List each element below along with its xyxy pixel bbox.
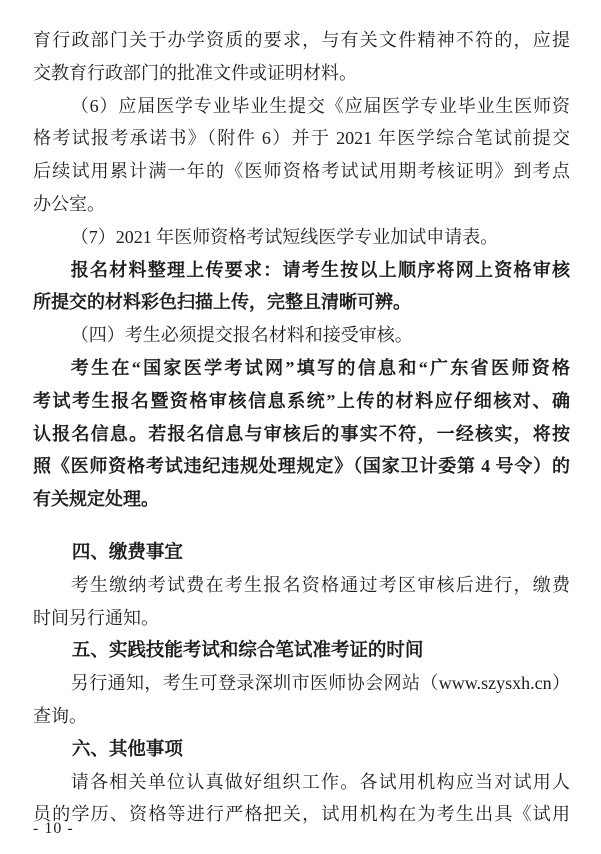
text-line: 格考试报考承诺书》（附件 6）并于 2021 年医学综合笔试前提交 [33, 128, 570, 149]
text-line: 员的学历、资格等进行严格把关，试用机构在为考生出具《试用 [33, 804, 570, 825]
text-line: 照《医师资格考试违纪违规处理规定》（国家卫计委第 4 号令）的 [33, 456, 570, 477]
text-line: 有关规定处理。 [33, 489, 159, 510]
text-line: 所提交的材料彩色扫描上传，完整且清晰可辨。 [33, 292, 411, 313]
text-line: 四、缴费事宜 [71, 540, 183, 562]
text-line: 认报名信息。若报名信息与审核后的事实不符，一经核实，将按 [33, 423, 570, 444]
text-line: 后续试用累计满一年的《医师资格考试试用期考核证明》到考点 [33, 161, 570, 182]
page-number: - 10 - [33, 820, 74, 837]
document-body [33, 24, 570, 831]
text-line: 六、其他事项 [71, 737, 183, 759]
text-line: 交教育行政部门的批准文件或证明材料。 [33, 62, 357, 83]
text-line: 五、实践技能考试和综合笔试准考证的时间 [71, 639, 424, 661]
text-line: （7）2021 年医师资格考试短线医学专业加试申请表。 [70, 226, 499, 247]
text-line: 考生在“国家医学考试网”填写的信息和“广东省医师资格 [70, 357, 570, 378]
text-line: 另行通知，考生可登录深圳市医师协会网站（www.szysxh.cn） [70, 673, 570, 694]
text-line: 时间另行通知。 [33, 607, 159, 628]
text-line: 考生缴纳考试费在考生报名资格通过考区审核后进行，缴费 [70, 574, 570, 595]
text-line: 办公室。 [33, 193, 105, 214]
text-line: （四）考生必须提交报名材料和接受审核。 [70, 325, 413, 346]
text-line: 考试考生报名暨资格审核信息系统”上传的材料应仔细核对、确 [33, 390, 570, 411]
text-line: 育行政部门关于办学资质的要求，与有关文件精神不符的，应提 [33, 30, 570, 50]
text-line: 报名材料整理上传要求：请考生按以上顺序将网上资格审核 [70, 259, 570, 280]
text-line: （6）应届医学专业毕业生提交《应届医学专业毕业生医师资 [70, 95, 570, 116]
text-line: 查询。 [33, 705, 87, 726]
text-line: 请各相关单位认真做好组织工作。各试用机构应当对试用人 [70, 771, 570, 792]
